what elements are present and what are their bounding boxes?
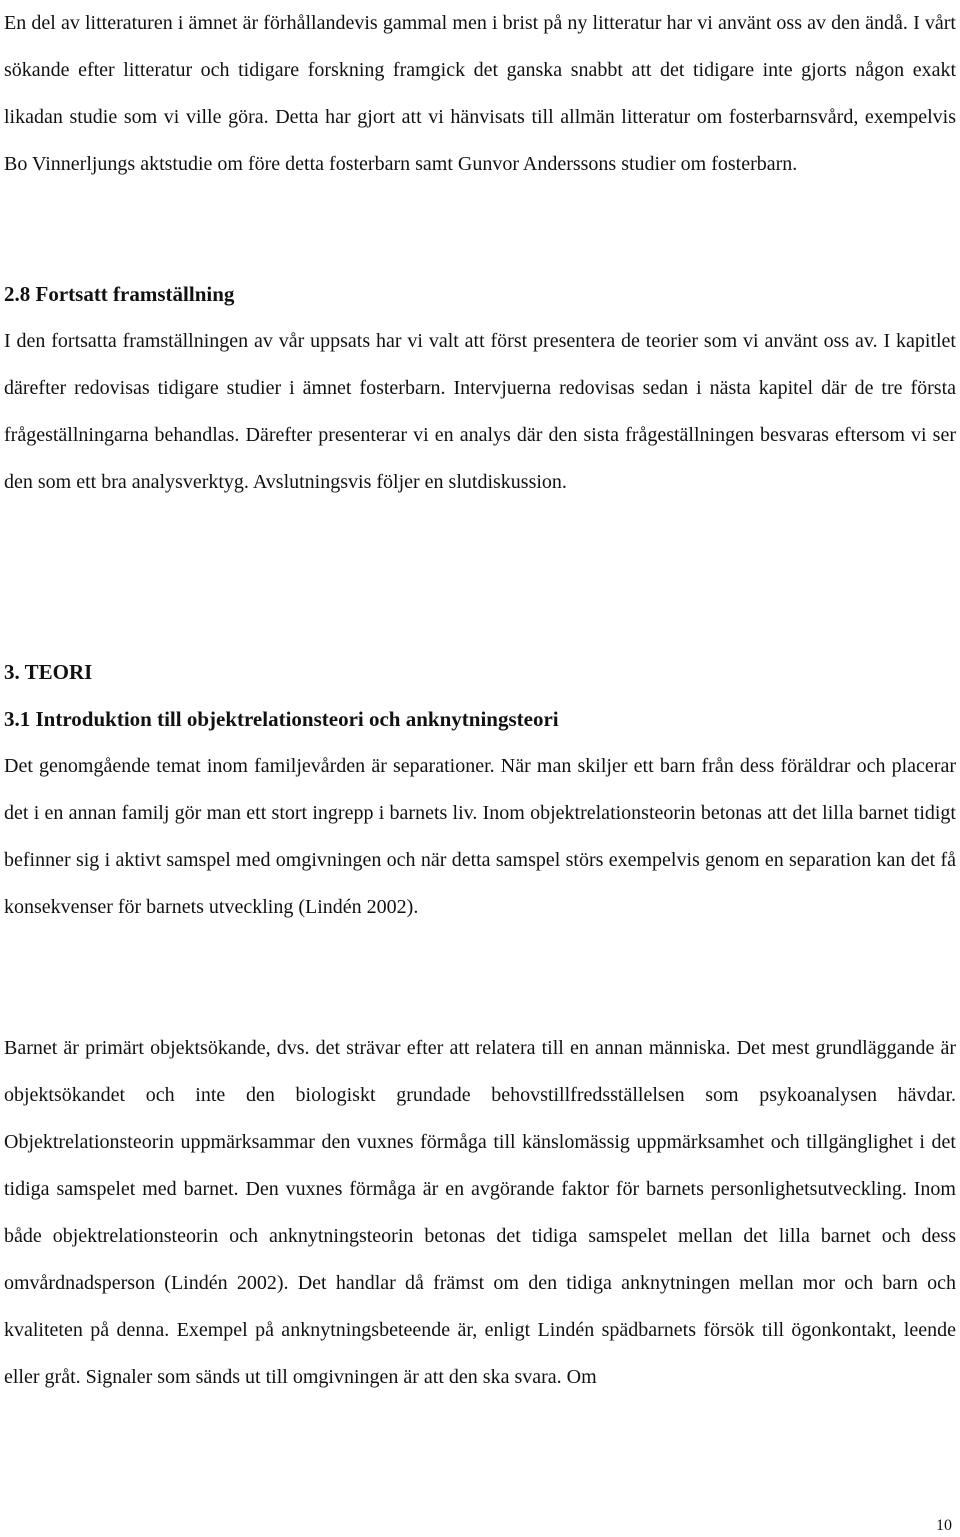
- continued-presentation-paragraph: I den fortsatta framställningen av vår uppsats har vi valt att först presentera de teorier som vi använt oss av. I kapitlet därefter redovisas tidigare studier i ämnet fosterbarn. Intervjuerna redovisas sedan i nästa kapitel där de tre första frågeställningarna behandlas. Därefter presenterar vi en analys där den sista frågeställningen besvaras eftersom vi ser den som ett bra analysverktyg. Avslutningsvis följer en slutdiskussion.: [4, 330, 956, 493]
- intro-paragraph: En del av litteraturen i ämnet är förhållandevis gammal men i brist på ny litteratur har vi använt oss av den ändå. I vårt sökande efter litteratur och tidigare forskning framgick det ganska snabbt att det tidigare inte gjorts någon exakt likadan studie som vi ville göra. Detta har gjort att vi hänvisats till allmän litteratur om fosterbarnsvård, exempelvis Bo Vinnerljungs aktstudie om före detta fosterbarn samt Gunvor Anderssons studier om fosterbarn.: [4, 12, 956, 175]
- page-number: 10: [936, 1517, 952, 1534]
- section-heading-fortsatt-framstallning: 2.8 Fortsatt framställning: [4, 282, 235, 306]
- theory-paragraph-separations: Det genomgående temat inom familjevården är separationer. När man skiljer ett barn från dess föräldrar och placerar det i en annan familj gör man ett stort ingrepp i barnets liv. Inom objektrelationsteorin betonas att det lilla barnet tidigt befinner sig i aktivt samspel med omgivningen och när detta samspel störs exempelvis genom en separation kan det få konsekvenser för barnets utveckling (Lindén 2002).: [4, 755, 956, 918]
- chapter-heading-teori: 3. TEORI: [4, 660, 93, 684]
- section-heading-introduktion: 3.1 Introduktion till objektrelationsteori och anknytningsteori: [4, 707, 559, 731]
- theory-paragraph-object-seeking: Barnet är primärt objektsökande, dvs. det strävar efter att relatera till en annan människa. Det mest grundläggande är objektsökandet och inte den biologiskt grundade behovstillfredsställelsen som psykoanalysen hävdar. Objektrelationsteorin uppmärksammar den vuxnes förmåga till känslomässig uppmärksamhet och tillgänglighet i det tidiga samspelet med barnet. Den vuxnes förmåga är en avgörande faktor för barnets personlighetsutveckling. Inom både objektrelationsteorin och anknytningsteorin betonas det tidiga samspelet mellan det lilla barnet och dess omvårdnadsperson (Lindén 2002). Det handlar då främst om den tidiga anknytningen mellan mor och barn och kvaliteten på denna. Exempel på anknytningsbeteende är, enligt Lindén spädbarnets försök till ögonkontakt, leende eller gråt. Signaler som sänds ut till omgivningen är att den ska svara. Om: [4, 1037, 956, 1388]
